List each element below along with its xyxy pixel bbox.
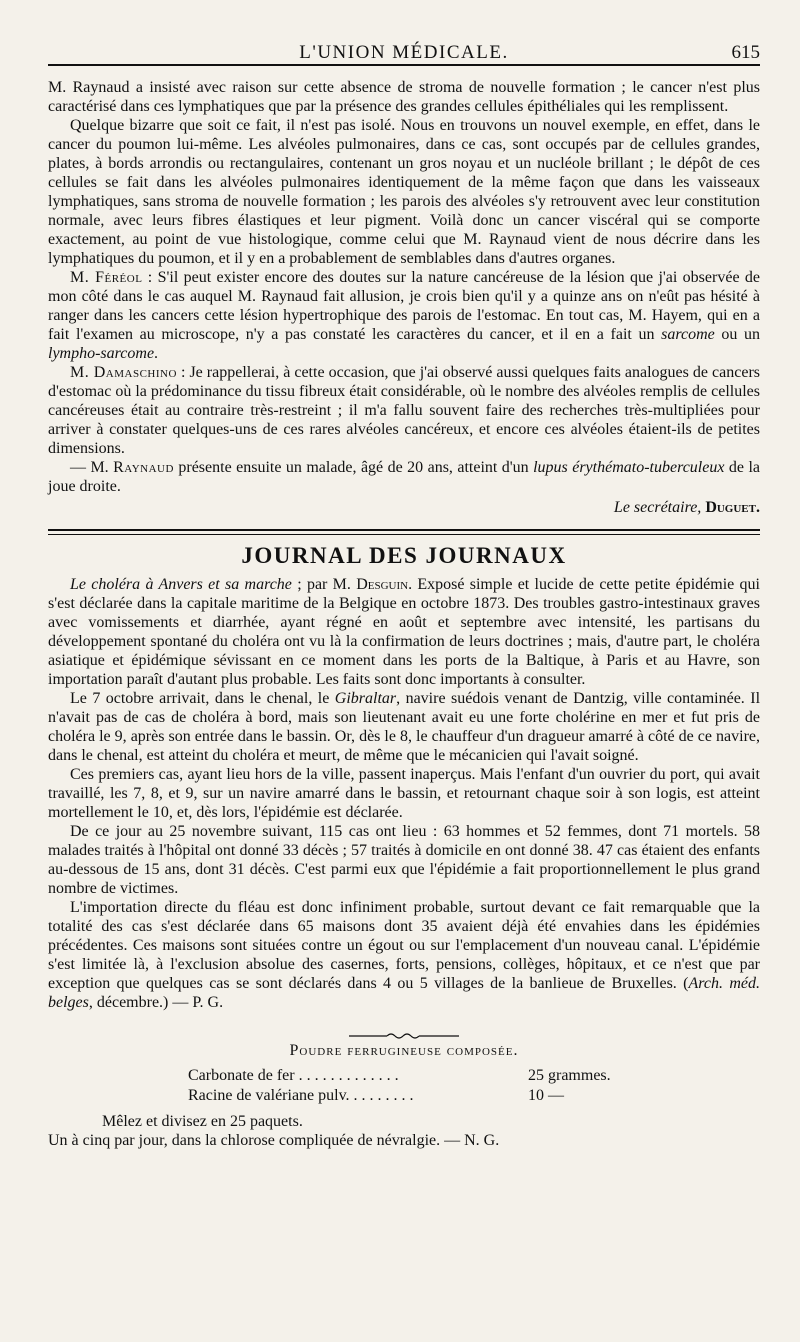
paragraph-raynaud-patient: [48, 458, 760, 496]
speaker-raynaud: Raynaud: [113, 459, 174, 476]
signature-name: Duguet.: [705, 499, 760, 516]
paragraph-damaschino: [48, 363, 760, 458]
importation-text-a: L'importation directe du fléau est donc infiniment probable, surtout devant ce fait remarquable que la totalité des cas s'est déclarée dans 65 maisons dont 35 avaient déjà été envahies dans les épidémies précédentes. Ces maisons sont situées contre un égout ou sur l'emplacement d'un nouveau canal. L'épidémie s'est limitée là, à l'exclusion absolue des casernes, forts, pensions, collèges, hôpitaux, et ce n'est que par exception que quelques cas se sont déclarés dans 4 ou 5 villages de la banlieue de Bruxelles. (: [48, 899, 760, 992]
raynaud-lead: — M.: [70, 459, 114, 476]
term-sarcome: sarcome: [661, 326, 715, 343]
paragraph-statistics: De ce jour au 25 novembre suivant, 115 cas ont lieu : 63 hommes et 52 femmes, dont 71 mortels. 58 malades traités à l'hôpital ont donné 33 décès ; 57 traités à domicile en ont donné 38. 47 cas étaient des enfants au-dessous de 15 ans, dont 31 décès. C'est parmi eux que l'épidémie a fait proportionnellement le plus grand nombre de victimes.: [48, 823, 760, 897]
speaker-fereol: M. Féréol: [70, 269, 143, 286]
flourish-divider: [48, 1026, 760, 1036]
fereol-text: : S'il peut exister encore des doutes sur la nature cancéreuse de la lésion que j'ai observée de mon côté dans le cas auquel M. Raynaud fait allusion, je crois bien qu'il y a quinze ans on n'eût pas hésité à ranger dans les cancers cette lésion hypertrophique des parois de l'estomac. En tout cas, M. Hayem, qui en a fait l'examen au microscope, n'y a pas constaté les caractères du cancer, et il en a fait un: [48, 269, 760, 343]
term-lupus: lupus érythémato-tuberculeux: [533, 459, 725, 476]
article-intro-text: . Exposé simple et lucide de cette petite épidémie qui s'est déclarée dans la capitale maritime de la Belgique en octobre 1873. Des troubles gastro-intestinaux graves avec vomissements et diarrhée, ayant régné en août et septembre avec intensité, les partisans du développement spontané du choléra ont vu là la confirmation de leurs doctrines ; mais, d'autre part, le choléra asiatique et épidémique sévissant en ce moment dans les ports de la Baltique, à Paris et au Havre, son importation paraît d'autant plus probable. Les faits sont donc importants à consulter.: [48, 576, 761, 688]
fereol-text-mid: ou un: [714, 326, 761, 343]
article-author: Desguin: [356, 576, 409, 593]
recipe-note-dosage: Un à cinq par jour, dans la chlorose compliquée de névralgie. — N. G.: [48, 1132, 500, 1149]
paragraph-first-cases: Ces premiers cas, ayant lieu hors de la ville, passent inaperçus. Mais l'enfant d'un ouvrier du port, qui avait travaillé, les 7, 8, et 9, sur un navire amarré dans le bassin, et retournant chaque soir à son logis, est atteint mortellement le 10, et, dès lors, l'épidémie est déclarée.: [48, 766, 760, 821]
article-by: ; par M.: [291, 576, 357, 593]
section-divider: [48, 529, 760, 535]
paragraph-fereol: [48, 268, 760, 363]
raynaud-patient-end: de la joue droite.: [48, 459, 760, 495]
recipe-instructions: [48, 1112, 760, 1150]
recipe-table: [188, 1066, 658, 1106]
gibraltar-text-a: Le 7 octobre arrivait, dans le chenal, le: [70, 690, 335, 707]
recipe-ingredient: Racine de valériane pulv. . . . . . . . .: [188, 1087, 414, 1104]
term-lympho-sarcome: lympho-sarcome: [48, 345, 155, 362]
recipe-quantity: 25 grammes.: [528, 1067, 611, 1084]
damaschino-text: : Je rappellerai, à cette occasion, que j'ai observé aussi quelques faits analogues de cancers d'estomac où la prédominance du tissu fibreux était considérable, où le nombre des alvéoles remplis de cellules cancéreuses était au contraire très-restreint ; il m'a fallu souvent faire des recherches très-multipliées pour arriver à constater quelques-uns de ces rares alvéoles cancéreux, et encore ces alvéoles étaient-ils de petites dimensions.: [48, 364, 761, 457]
paragraph-lung-cancer: Quelque bizarre que soit ce fait, il n'est pas isolé. Nous en trouvons un nouvel exemple, en effet, dans le cancer du poumon lui-même. Les alvéoles pulmonaires, dans ce cas, sont occupés par de cellules grandes, plates, à bords arrondis ou rectangulaires, contenant un gros noyau et un nucléole brillant ; le dépôt de ces cellules se fait dans les alvéoles pulmonaires identiquement de la même façon que dans les vaisseaux lymphatiques, sans stroma de nouvelle formation ; les parois des alvéoles s'y retrouvent avec leur constitution normale, avec leurs fibres élastiques et leur pigment. Voilà donc un cancer viscéral qui se comporte exactement, au point de vue histologique, comme celui que M. Raynaud vient de nous décrire dans les lymphatiques du poumon, et il y en a probablement de semblables dans d'autres organes.: [48, 117, 760, 267]
paragraph-raynaud: M. Raynaud a insisté avec raison sur cette absence de stroma de nouvelle formation ; le cancer n'est plus caractérisé dans ces lymphatiques que par la présence des grandes cellules épithéliales qui les remplissent.: [48, 79, 760, 115]
signature-role: Le secrétaire,: [613, 499, 702, 516]
article-title: Le choléra à Anvers et sa marche: [70, 576, 292, 593]
recipe-quantity: 10 —: [528, 1087, 564, 1104]
page-number: 615: [731, 42, 760, 63]
society-report: [48, 78, 760, 517]
speaker-damaschino: M. Damaschino: [70, 364, 177, 381]
paragraph-importation: [48, 898, 760, 1012]
flourish-ornament: [349, 1031, 459, 1041]
paragraph-cholera-intro: [48, 575, 760, 689]
recipe-row: [188, 1086, 658, 1106]
importation-text-b: , décembre.) — P. G.: [88, 994, 224, 1011]
recipe-note-mix: Mêlez et divisez en 25 paquets.: [102, 1113, 303, 1130]
ship-name: Gibraltar: [334, 690, 397, 707]
recipe-row: [188, 1066, 658, 1086]
secretary-signature: [48, 498, 760, 517]
recipe-ingredient: Carbonate de fer . . . . . . . . . . . . .: [188, 1067, 399, 1084]
section-title: JOURNAL DES JOURNAUX: [241, 543, 567, 568]
source-citation: Arch. méd. belges: [48, 975, 760, 1011]
running-head: [48, 34, 760, 66]
section-body: [48, 575, 760, 1012]
raynaud-patient-text: présente ensuite un malade, âgé de 20 ans, atteint d'un: [173, 459, 534, 476]
gibraltar-text-b: , navire suédois venant de Dantzig, ville contaminée. Il n'avait pas de cas de choléra à bord, mais son lieutenant avait eu une forte cholérine en mer et fut pris de choléra le 9, après son entrée dans le bassin. Or, dès le 8, le chauffeur d'un dragueur amarré à côté de ce navire, dans le chenal, est atteint du choléra et meurt, de même que le mécanicien qui l'avait soigné.: [48, 690, 761, 764]
paragraph-gibraltar: [48, 689, 760, 765]
fereol-text-end: .: [154, 345, 159, 362]
journal-title: L'UNION MÉDICALE.: [299, 42, 509, 63]
recipe-title: Poudre ferrugineuse composée.: [289, 1042, 519, 1059]
